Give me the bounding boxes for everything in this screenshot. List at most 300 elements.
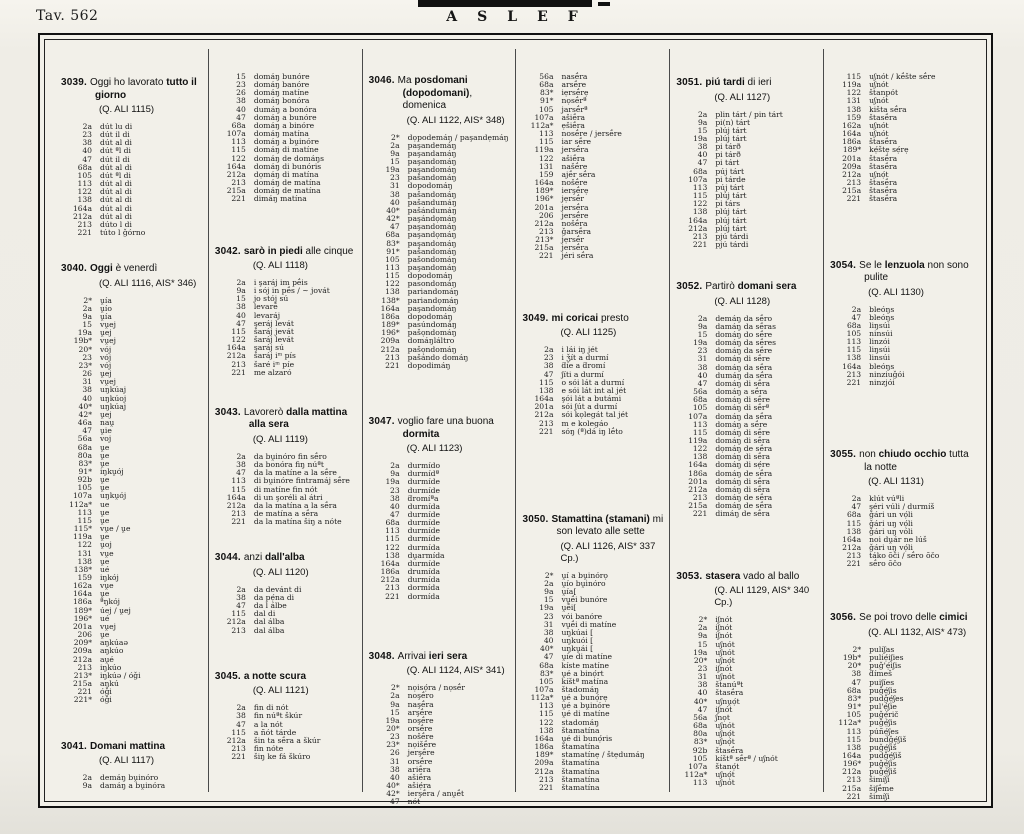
entry-title	[369, 416, 510, 441]
locality-code: 38	[82, 138, 92, 148]
locality-code: 213	[846, 369, 862, 379]
locality-code: 113	[231, 476, 246, 486]
phonetic-form: domáŋ matína	[253, 129, 309, 139]
phonetic-form: puǧ'ẹ́iʃis	[869, 661, 902, 671]
phonetic-form: ašiḗra	[407, 772, 432, 782]
locality-code: 107a	[72, 491, 92, 501]
phonetic-form: štasḗra	[715, 745, 744, 755]
locality-code: 68a	[539, 80, 554, 90]
locality-code: 122	[692, 444, 708, 454]
entry-number: 3039.	[61, 77, 91, 88]
entry-3049	[522, 313, 663, 436]
title-segment: stasera	[705, 570, 741, 582]
phonetic-form: domáŋ de matína	[253, 186, 321, 196]
phonetic-form: dimáŋ de sḗra	[715, 509, 770, 519]
locality-code: 107a	[688, 411, 708, 421]
phonetic-form: vṷḗi di matíne	[561, 619, 617, 629]
phonetic-form: pašandomáŋ	[407, 189, 457, 199]
entry-title	[215, 552, 356, 565]
locality-code: 15	[236, 72, 246, 81]
title-segment: sarò in piedi	[243, 245, 303, 257]
locality-code: 113	[77, 507, 92, 517]
entry-reference: (Q. ALI 1126, AIS* 337 Cp.)	[560, 540, 656, 564]
entry-number: 3051.	[676, 77, 706, 88]
title-segment: ieri sera	[428, 650, 468, 662]
scan-artifact-mark	[598, 2, 610, 6]
locality-code: 189*	[381, 320, 400, 330]
locality-code: 186a	[688, 468, 708, 478]
locality-code: 115	[231, 326, 246, 336]
locality-row	[678, 779, 817, 787]
entry-reference: (Q. ALI 1124, AIS* 341)	[406, 665, 505, 677]
entry-3046	[369, 75, 510, 370]
locality-row	[678, 510, 817, 518]
locality-code: 213	[846, 551, 862, 561]
locality-code: 105	[692, 403, 708, 413]
phonetic-form: pašondomáŋ	[407, 254, 457, 264]
locality-code: 19a	[385, 165, 400, 175]
phonetic-form: damáŋ da sḗras	[715, 321, 776, 331]
phonetic-form: sói ʃút a durmí	[561, 402, 618, 412]
phonetic-form: pudǧẹ́ʃes	[869, 693, 904, 703]
title-segment: Se le	[859, 259, 885, 271]
entry-3040	[61, 263, 202, 704]
locality-code: 40	[236, 310, 246, 320]
phonetic-form: dút ªl di	[100, 146, 131, 156]
locality-code: 119a	[534, 145, 554, 155]
title-segment: dall'alba	[264, 552, 305, 564]
locality-row	[371, 362, 510, 370]
phonetic-form: sói kọlegát tal jét	[561, 410, 629, 420]
locality-code: 213	[231, 178, 246, 188]
locality-code: 46a	[77, 418, 92, 428]
locality-code: 105	[538, 104, 554, 114]
locality-code: 2a	[851, 494, 862, 504]
locality-code: 40	[389, 197, 400, 207]
locality-code: 47	[82, 426, 92, 436]
locality-code: 2*	[391, 683, 400, 693]
locality-code: 164a	[842, 361, 862, 371]
phonetic-form: dọmáŋ de sḗra	[715, 444, 773, 454]
phonetic-form: da la matíne a la sḗre	[253, 468, 337, 478]
locality-code: 38	[851, 669, 862, 679]
locality-code: 115	[231, 145, 246, 155]
locality-row	[371, 593, 510, 601]
phonetic-form: ṷíe di matíne	[561, 652, 613, 662]
locality-code: 189*	[535, 186, 554, 196]
locality-code: 112a*	[530, 120, 554, 130]
locality-code: 47	[389, 797, 400, 807]
phonetic-form: nasḗra	[561, 72, 588, 81]
phonetic-form: ajḗr sḗra	[561, 169, 596, 179]
locality-code: 40	[82, 146, 92, 156]
locality-code: 42*	[386, 789, 400, 799]
locality-code: 212a	[688, 223, 708, 233]
phonetic-form: nosḗre / jersḗre	[561, 129, 622, 139]
locality-code: 40	[697, 370, 708, 380]
locality-code: 68a	[77, 442, 92, 452]
locality-code: 2a	[82, 122, 92, 131]
phonetic-form: puǧẹ́ʃiš	[869, 767, 897, 777]
locality-code: 138	[846, 526, 862, 536]
locality-code: 138	[846, 742, 862, 752]
locality-code: 20*	[693, 655, 708, 665]
locality-code: 115	[538, 709, 554, 719]
locality-code: 164a	[534, 178, 554, 188]
phonetic-form: iʃnót	[715, 623, 733, 633]
entry-reference: (Q. ALI 1116, AIS* 346)	[99, 277, 197, 289]
phonetic-form: durmída	[407, 575, 441, 585]
phonetic-form: puiʃíes	[869, 677, 895, 687]
phonetic-form: dút il di	[100, 154, 130, 164]
phonetic-form: šimíʃi	[869, 791, 890, 801]
locality-code: 47	[236, 719, 246, 729]
entry-3043	[215, 407, 356, 526]
locality-code: 212a	[380, 575, 400, 585]
title-segment: alle cinque	[302, 245, 354, 257]
locality-code: 40	[82, 393, 92, 403]
phonetic-form: kíštª sḗrª / uʃnót	[715, 753, 778, 763]
phonetic-form: domáŋ de sḗra	[715, 493, 773, 503]
locality-list	[524, 346, 663, 436]
locality-code: 2a	[697, 109, 708, 119]
locality-code: 164a	[842, 534, 862, 544]
locality-code: 47	[697, 378, 708, 388]
locality-code: 56a	[693, 387, 708, 397]
locality-code: 2*	[391, 132, 400, 142]
entry-title	[522, 313, 663, 326]
phonetic-form: jẹrsḗr	[561, 194, 584, 204]
locality-code: 68a	[385, 230, 400, 240]
entry-3044	[215, 552, 356, 634]
locality-code: 122	[538, 153, 554, 163]
plate-frame-inner	[44, 39, 987, 807]
entry-reference: (Q. ALI 1123)	[406, 443, 463, 455]
locality-code: 2a	[390, 461, 400, 471]
locality-code: 221	[846, 791, 862, 801]
locality-code: 9a	[544, 587, 554, 597]
phonetic-form: paşandomáŋ	[407, 238, 457, 248]
phonetic-form: domáŋ di sḗre	[715, 395, 770, 405]
locality-list	[371, 462, 510, 601]
phonetic-form: vṷej	[100, 621, 117, 631]
locality-code: 2a	[236, 451, 246, 461]
phonetic-form: dút al di	[100, 203, 132, 213]
phonetic-form: kíste matíne	[561, 660, 609, 670]
phonetic-form: bleóŋs	[869, 304, 895, 314]
locality-code: 23	[236, 80, 246, 90]
phonetic-form: pašandumáŋ	[407, 197, 457, 207]
entry-3056	[830, 612, 971, 800]
phonetic-form: ṷe	[100, 630, 110, 640]
locality-code: 213	[692, 493, 708, 503]
phonetic-form: arsḗre	[561, 80, 587, 90]
locality-code: 105	[77, 170, 92, 180]
locality-code: 162a	[72, 581, 92, 591]
locality-code: 40	[697, 150, 708, 160]
phonetic-form: domáŋ de matína	[253, 178, 321, 188]
locality-code: 215a	[534, 243, 554, 253]
title-segment: mi son levato alle sette	[556, 513, 664, 538]
phonetic-form: óǧi	[100, 687, 112, 697]
phonetic-form: ṷie	[100, 426, 112, 436]
phonetic-form: nošḗre	[407, 732, 434, 742]
title-segment: non sono pulite	[864, 259, 969, 283]
locality-code: 164a	[72, 203, 92, 213]
locality-code: 2*	[852, 644, 862, 654]
phonetic-form: plúj tárt	[715, 133, 747, 143]
phonetic-form: dal álba	[253, 625, 285, 635]
locality-list	[832, 73, 971, 204]
locality-code: 213	[846, 178, 862, 188]
phonetic-form: uʃnṷọ́t	[715, 696, 740, 706]
locality-code: 31	[697, 354, 708, 364]
phonetic-form: paşandomáŋ	[407, 263, 457, 272]
locality-code: 15	[697, 329, 708, 339]
locality-code: 115	[846, 345, 862, 355]
phonetic-form: i ǯít a durmí	[561, 353, 609, 363]
title-segment: Se poi trovo delle	[859, 612, 940, 624]
locality-code: 38	[236, 592, 246, 602]
locality-code: 38	[543, 361, 554, 371]
locality-code: 196*	[535, 194, 554, 204]
phonetic-form: ṷe	[100, 450, 110, 460]
phonetic-form: o sói lát a durmí	[561, 377, 625, 387]
locality-code: 221	[385, 591, 400, 601]
phonetic-form: nošḗre	[561, 178, 588, 188]
column-5	[670, 49, 824, 792]
locality-code: 15	[697, 639, 708, 649]
locality-list	[678, 315, 817, 519]
entry-reference: (Q. ALI 1132, AIS* 473)	[868, 626, 967, 638]
locality-code: 209a	[72, 646, 92, 656]
phonetic-form: ṷe	[100, 442, 110, 452]
locality-code: 47	[543, 652, 554, 662]
phonetic-form: dút al di	[100, 195, 132, 205]
phonetic-form: da devánt di	[253, 584, 302, 594]
locality-code: 40	[389, 772, 400, 782]
entry-title	[676, 571, 817, 584]
locality-code: 40*	[693, 696, 708, 706]
locality-code: 119a	[72, 532, 92, 542]
locality-code: 201a	[534, 202, 554, 212]
locality-code: 131	[846, 96, 862, 106]
phonetic-form: štasḗra	[869, 137, 898, 147]
locality-code: 15	[82, 320, 92, 330]
locality-code: 68a	[693, 721, 708, 731]
locality-code: 201a	[688, 476, 708, 486]
locality-code: 38	[697, 142, 708, 152]
phonetic-form: štanọ́t	[715, 761, 740, 771]
phonetic-form: puǧẹ́ʃis	[869, 685, 897, 695]
phonetic-form: iʃnót	[715, 704, 733, 714]
entry-title	[61, 741, 202, 754]
title-segment: Oggi ho lavorato	[90, 77, 167, 88]
phonetic-form: vṷej	[100, 377, 117, 387]
phonetic-form: ṷé a bunọ́rẹ	[561, 693, 608, 703]
phonetic-form: pjú tárdi	[715, 231, 749, 241]
locality-code: 112a*	[69, 499, 92, 509]
phonetic-form: di matíne fin nót	[253, 484, 318, 494]
phonetic-form: me alzaró	[253, 367, 292, 377]
locality-list	[63, 123, 202, 237]
locality-code: 105	[692, 753, 708, 763]
entry-reference: (Q. ALI 1119)	[252, 433, 308, 445]
locality-code: 212a	[226, 617, 246, 627]
locality-code: 115	[846, 734, 862, 744]
phonetic-form: ue	[100, 499, 110, 509]
title-segment: domani sera	[737, 281, 797, 293]
phonetic-form: nọisọ́ra / nọsḗr	[407, 683, 466, 693]
phonetic-form: ṷe	[100, 515, 110, 525]
phonetic-form: táko ŏči / sḗro ŏčo	[869, 551, 940, 561]
locality-code: 209a	[380, 336, 400, 346]
locality-list	[524, 572, 663, 792]
phonetic-form: naşḗra	[407, 699, 434, 709]
phonetic-form: a la nót	[253, 719, 283, 729]
locality-code: 9a	[390, 699, 400, 709]
title-segment: Lavorerò	[243, 406, 287, 418]
locality-code: 115	[692, 427, 708, 437]
locality-code: 115	[846, 72, 862, 81]
phonetic-form: ašiḗra	[561, 153, 585, 163]
phonetic-form: dṷarmída	[407, 550, 445, 560]
locality-code: 159	[538, 169, 554, 179]
phonetic-form: orsḗre	[407, 723, 433, 733]
phonetic-form: dúto l di	[100, 219, 132, 229]
phonetic-form: uʃnọ́t	[715, 655, 735, 665]
phonetic-form: dopodomáŋ	[407, 271, 453, 281]
locality-code: 47	[851, 502, 862, 512]
phonetic-form: levaráj	[253, 310, 281, 320]
locality-code: 138	[846, 104, 862, 114]
phonetic-form: vṷej	[100, 320, 117, 330]
locality-code: 209a	[842, 161, 862, 171]
locality-code: 115	[231, 727, 246, 737]
phonetic-form: jersḗre	[561, 210, 589, 220]
locality-row	[832, 560, 971, 568]
phonetic-form: di bṷinóre fintramáj sḗre	[253, 476, 350, 486]
phonetic-form: durmíde	[407, 477, 441, 487]
locality-code: 201a	[534, 402, 554, 412]
phonetic-form: puliẹ́iʃies	[869, 653, 904, 663]
locality-list	[217, 586, 356, 635]
phonetic-form: noşḗre	[407, 715, 434, 725]
locality-code: 47	[389, 509, 400, 519]
locality-code: 68a	[539, 660, 554, 670]
phonetic-form: šimíʃi	[869, 775, 890, 785]
entry-3054	[830, 260, 971, 388]
title-segment: non	[859, 449, 879, 461]
phonetic-form: iʃnót	[715, 631, 733, 641]
phonetic-form: domáŋ da sḗra	[715, 411, 773, 421]
phonetic-form: uʃnót	[869, 96, 889, 106]
phonetic-form: i şaráj im pḗis	[253, 278, 308, 287]
locality-code: 47	[82, 154, 92, 164]
phonetic-form: pašándumáŋ	[407, 205, 457, 215]
locality-row	[63, 782, 202, 790]
phonetic-form: dopodomáŋ	[407, 181, 453, 191]
entry-number: 3041.	[61, 740, 91, 752]
phonetic-form: ašiẹ́ra	[407, 781, 432, 791]
phonetic-form: ṷe	[100, 483, 110, 493]
phonetic-form: púj tárt	[715, 182, 745, 192]
entry-reference: (Q. ALI 1125)	[560, 327, 617, 339]
locality-row	[832, 379, 971, 387]
locality-code: 213	[538, 418, 554, 428]
phonetic-form: ʃíti a durmí	[561, 369, 604, 379]
phonetic-form: şéri vúli / durmíš	[869, 502, 935, 512]
phonetic-form: domáŋ di sḗre	[715, 427, 770, 437]
locality-code: 112a*	[530, 693, 554, 703]
phonetic-form: pi tárt	[715, 158, 740, 168]
phonetic-form: nọsḗrª	[561, 96, 587, 106]
locality-code: 213	[538, 774, 554, 784]
columns	[55, 49, 977, 807]
phonetic-form: dọmáŋ di matína	[253, 169, 319, 179]
phonetic-form: púñẹ́ʃes	[869, 726, 899, 736]
locality-code: 119a	[688, 436, 708, 445]
entry-reference: (Q. ALI 1127)	[714, 91, 771, 103]
phonetic-form: pjú tárdi	[715, 240, 749, 249]
phonetic-form: domáŋ di sḗre	[715, 354, 770, 364]
locality-row	[524, 252, 663, 260]
locality-code: 40	[389, 501, 400, 511]
locality-code: 2a	[544, 345, 554, 355]
locality-row	[371, 798, 510, 806]
title-segment: posdomani (dopodomani)	[402, 75, 470, 99]
phonetic-form: ué	[100, 564, 110, 574]
phonetic-form: durmíde	[407, 526, 441, 536]
locality-code: 186a	[534, 742, 554, 752]
column-6	[824, 49, 977, 801]
locality-code: 196*	[842, 759, 862, 769]
locality-list	[832, 495, 971, 568]
locality-code: 83*	[540, 668, 554, 678]
locality-code: 115	[385, 534, 400, 544]
phonetic-form: pašọndomáŋ	[407, 328, 457, 338]
locality-code: 122	[77, 540, 92, 550]
locality-code: 2a	[697, 623, 708, 633]
locality-code: 42*	[78, 409, 92, 419]
locality-code: 9a	[390, 148, 400, 158]
phonetic-form: púj tárt	[715, 166, 745, 176]
locality-code: 9a	[236, 286, 246, 296]
phonetic-form: štasḗra	[869, 178, 898, 188]
locality-code: 40*	[78, 401, 92, 411]
locality-code: 23	[389, 732, 400, 742]
locality-code: 138	[385, 287, 400, 297]
locality-code: 189*	[73, 605, 92, 615]
phonetic-form: štasḗra	[869, 194, 898, 204]
entry-3048	[369, 651, 510, 807]
phonetic-form: da l álbe	[253, 601, 287, 611]
locality-code: 212a	[72, 211, 92, 221]
locality-code: 215a	[688, 501, 708, 511]
phonetic-form: domáŋ a bṷinóre	[253, 137, 320, 147]
phonetic-form: ṷej	[100, 409, 112, 419]
phonetic-form: pašọndomáŋ	[407, 344, 457, 354]
phonetic-form: domáŋ di sḗra	[715, 436, 771, 445]
locality-code: 201a	[72, 621, 92, 631]
locality-list	[678, 616, 817, 787]
phonetic-form: óǧi	[100, 695, 112, 705]
locality-code: 38	[389, 189, 400, 199]
locality-code: 23	[389, 485, 400, 495]
phonetic-form: vṷe	[100, 548, 114, 558]
locality-code: 83*	[386, 238, 400, 248]
phonetic-form: pul'ẹ́ʃie	[869, 702, 897, 712]
